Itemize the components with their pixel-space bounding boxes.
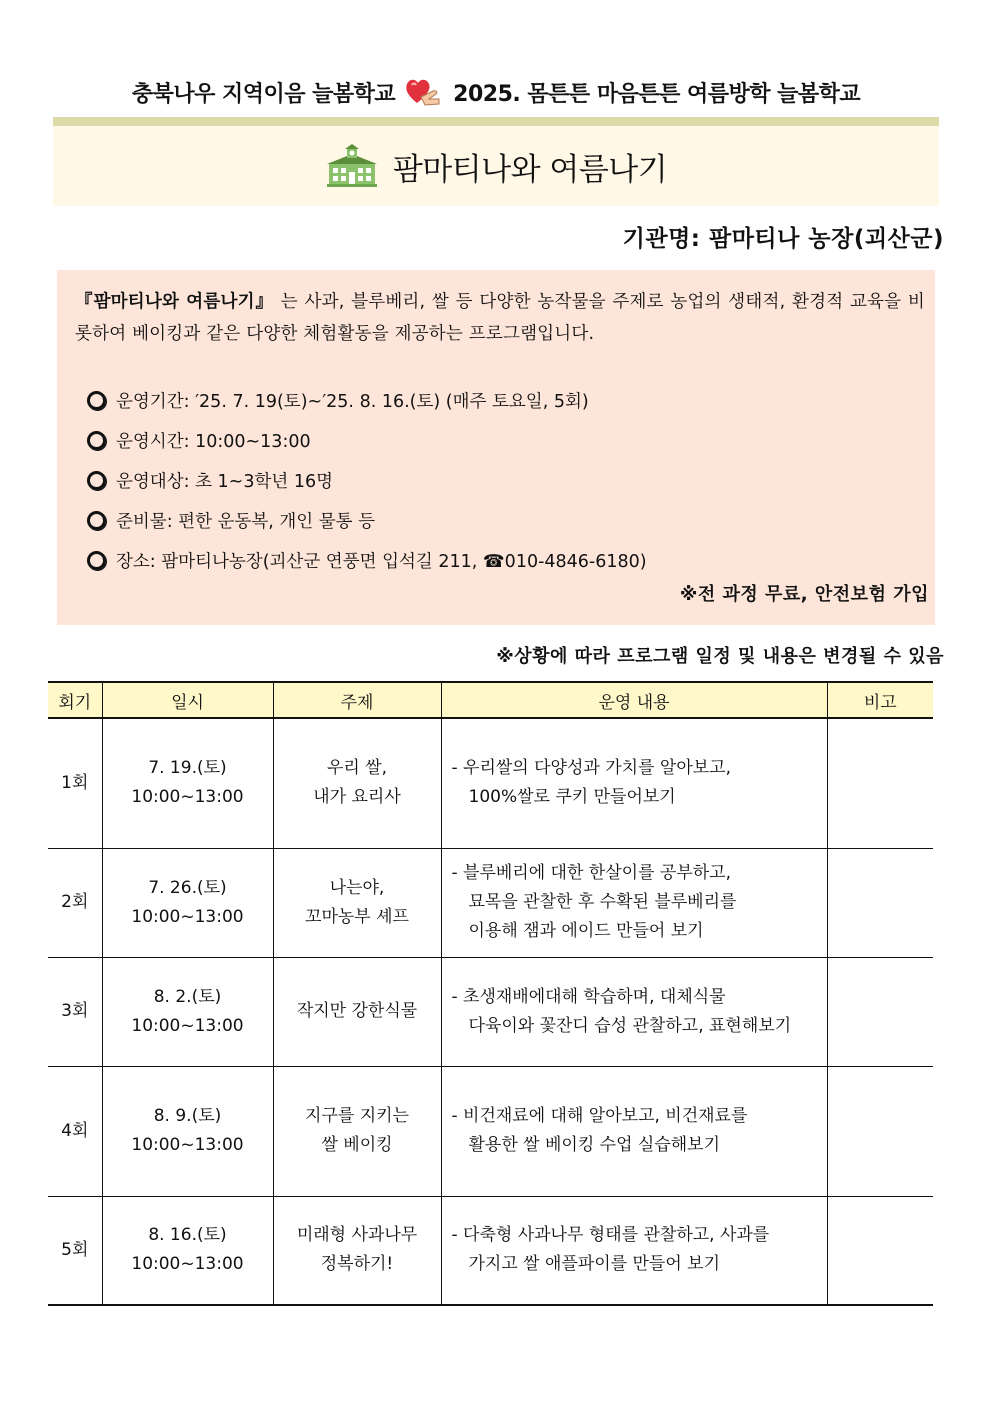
header-topic: 주제 [273,682,441,718]
content-line: - 다축형 사과나무 형태를 관찰하고, 사과를 [451,1225,770,1246]
date-text: 8. 2.(토) [153,986,222,1007]
content-line: 100%쌀로 쿠키 만들어보기 [468,787,676,808]
topic-cell [273,957,441,1066]
date-text: 8. 16.(토) [148,1225,227,1246]
time-text: 10:00~13:00 [131,906,244,927]
content-line: 가지고 쌀 애플파이를 만들어 보기 [468,1254,721,1275]
topic-text: 정복하기! [320,1254,394,1275]
detail-text: 운영대상: 초 1~3학년 16명 [116,471,334,492]
topic-cell [273,848,441,957]
time-text: 10:00~13:00 [131,1015,244,1036]
detail-text: 준비물: 편한 운동복, 개인 물통 등 [116,511,376,532]
detail-period [87,380,647,420]
intro-text: 는 사과, 블루베리, 쌀 등 다양한 농작물을 주제로 농업의 생태적, 환경적 교육을 비롯하여 베이킹과 같은 다양한 체험활동을 제공하는 프로그램입니다. [75,292,925,344]
session-cell: 5회 [48,1196,102,1305]
date-text: 7. 19.(토) [148,758,227,779]
date-cell [102,1066,273,1196]
header-date: 일시 [102,682,273,718]
note-cell [827,1066,933,1196]
topic-text: 작지만 강한식물 [296,1001,418,1021]
time-text: 10:00~13:00 [131,1254,244,1275]
program-intro [75,286,925,350]
content-cell [441,1196,827,1305]
topic-cell [273,718,441,848]
change-note: ※상황에 따라 프로그램 일정 및 내용은 변경될 수 있음 [496,646,944,667]
content-cell [441,718,827,848]
detail-text: 운영시간: 10:00~13:00 [116,431,311,452]
topic-cell [273,1066,441,1196]
circle-bullet-icon [87,471,106,490]
content-cell [441,1066,827,1196]
circle-bullet-icon [87,391,106,410]
date-text: 8. 9.(토) [153,1106,222,1126]
content-cell [441,957,827,1066]
circle-bullet-icon [87,551,106,570]
program-info-box [57,270,935,625]
date-cell [102,957,273,1066]
date-cell [102,848,273,957]
detail-text: 운영기간: ′25. 7. 19(토)~′25. 8. 16.(토) (매주 토요일, 5회) [116,391,589,412]
time-text: 10:00~13:00 [131,787,244,808]
header-content: 운영 내용 [441,682,827,718]
organization-name: 기관명: 팜마티나 농장(괴산군) [622,226,944,252]
page-header [0,72,992,112]
title-band-divider [53,117,939,126]
content-line: 활용한 쌀 베이킹 수업 실습해보기 [468,1135,721,1155]
topic-text: 나는야, [329,877,385,898]
note-cell [827,718,933,848]
detail-time [87,420,647,460]
schedule-table [48,681,933,1306]
circle-bullet-icon [87,511,106,530]
free-note: ※전 과정 무료, 안전보험 가입 [679,584,929,605]
topic-text: 우리 쌀, [326,758,388,779]
session-cell: 4회 [48,1066,102,1196]
content-line: 이용해 잼과 에이드 만들어 보기 [468,921,704,941]
note-cell [827,957,933,1066]
date-cell [102,718,273,848]
date-cell [102,1196,273,1305]
header-note: 비고 [827,682,933,718]
note-cell [827,1196,933,1305]
circle-bullet-icon [87,431,106,450]
topic-text: 미래형 사과나무 [296,1225,418,1246]
session-cell: 3회 [48,957,102,1066]
detail-text: 장소: 팜마티나농장(괴산군 연풍면 입석길 211, ☎010-4846-6180) [116,551,647,572]
topic-text: 꼬마농부 셰프 [305,906,409,927]
page-title: 팜마티나와 여름나기 [392,151,668,188]
intro-program-name: 『팜마티나와 여름나기』 [75,292,275,312]
table-header-row [48,682,933,718]
table-row [48,957,933,1066]
detail-location [87,540,647,580]
topic-cell [273,1196,441,1305]
detail-supplies [87,500,647,540]
session-cell: 2회 [48,848,102,957]
content-line: - 블루베리에 대한 한살이를 공부하고, [451,863,731,883]
content-cell [441,848,827,957]
topic-text: 지구를 지키는 [305,1106,409,1126]
program-details [87,380,647,580]
content-line: - 우리쌀의 다양성과 가치를 알아보고, [451,758,731,779]
title-band [53,126,939,206]
content-line: - 초생재배에대해 학습하며, 대체식물 [451,986,726,1007]
header-session: 회기 [48,682,102,718]
header-right-text: 2025. 몸튼튼 마음튼튼 여름방학 늘봄학교 [453,81,861,107]
table-row [48,848,933,957]
school-icon [325,144,379,188]
table-row [48,1066,933,1196]
topic-text: 내가 요리사 [313,787,401,808]
topic-text: 쌀 베이킹 [321,1135,393,1155]
session-cell: 1회 [48,718,102,848]
content-line: 다육이와 꽃잔디 습성 관찰하고, 표현해보기 [468,1015,792,1036]
heart-hand-icon [403,75,441,109]
date-text: 7. 26.(토) [148,877,227,898]
time-text: 10:00~13:00 [131,1135,244,1155]
note-cell [827,848,933,957]
table-row [48,1196,933,1305]
content-line: - 비건재료에 대해 알아보고, 비건재료를 [451,1106,748,1126]
detail-target [87,460,647,500]
table-row [48,718,933,848]
header-left-text: 충북나우 지역이음 늘봄학교 [131,81,396,107]
content-line: 묘목을 관찰한 후 수확된 블루베리를 [468,892,737,912]
